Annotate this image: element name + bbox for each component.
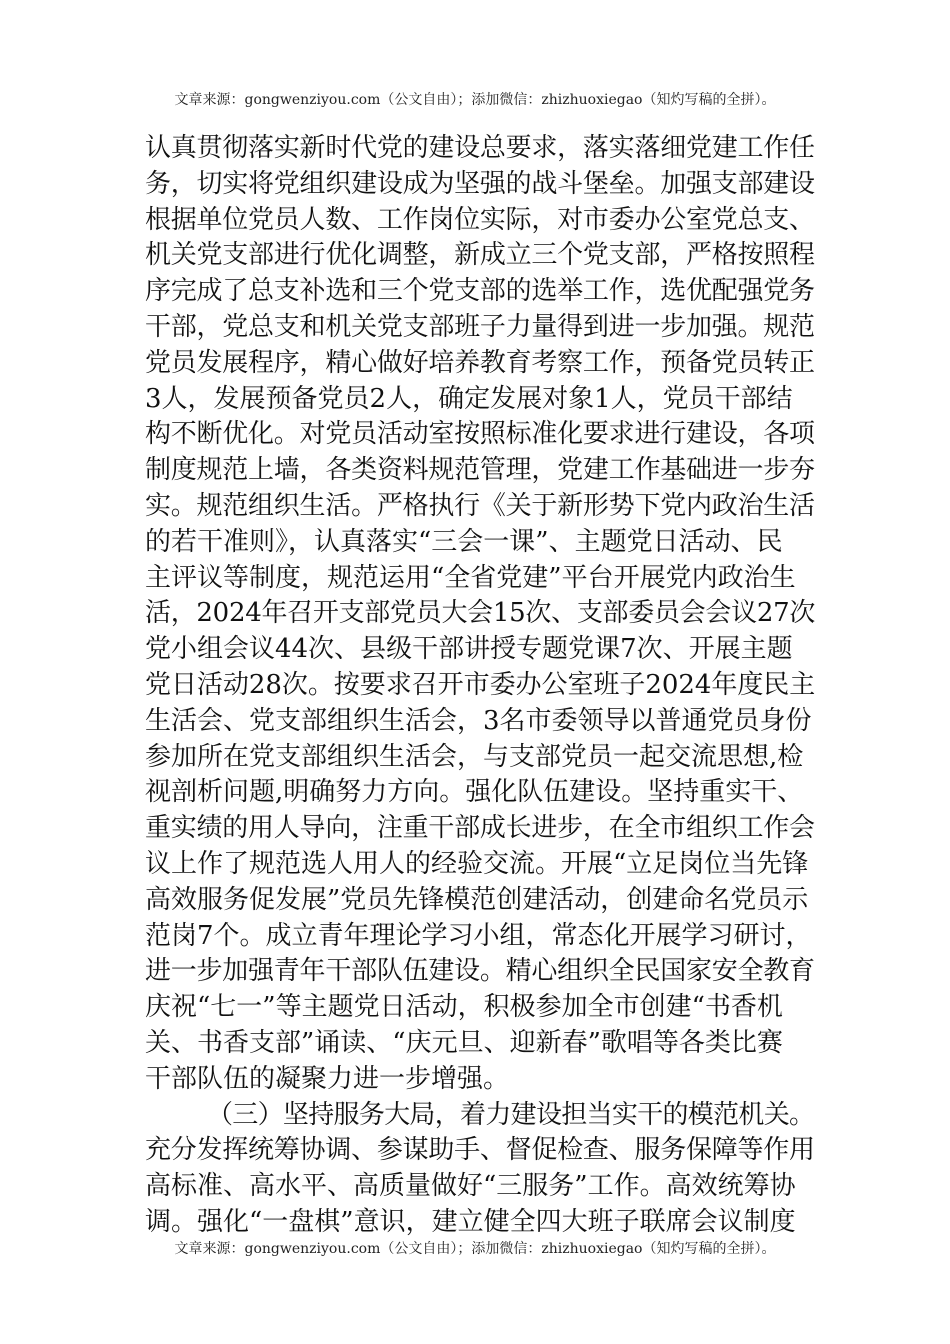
paragraph-line: 参加所在党支部组织生活会，与支部党员一起交流思想,检 — [145, 741, 804, 772]
paragraph-line: 干部，党总支和机关党支部班子力量得到进一步加强。规范 — [145, 311, 815, 342]
section-heading-line: （三）坚持服务大局，着力建设担当实干的模范机关。 — [207, 1099, 815, 1130]
paragraph-line: 根据单位党员人数、工作岗位实际，对市委办公室党总支、 — [145, 204, 815, 235]
paragraph-line: 视剖析问题,明确努力方向。强化队伍建设。坚持重实干、 — [145, 777, 804, 808]
paragraph-line: 3人，发展预备党员2人，确定发展对象1人，党员干部结 — [145, 383, 793, 414]
paragraph-line: 务，切实将党组织建设成为坚强的战斗堡垒。加强支部建设 — [145, 168, 815, 199]
paragraph-line: 机关党支部进行优化调整，新成立三个党支部，严格按照程 — [145, 240, 815, 271]
paragraph-line: 庆祝“七一”等主题党日活动，积极参加全市创建“书香机 — [145, 992, 783, 1023]
paragraph-line: 实。规范组织生活。严格执行《关于新形势下党内政治生活 — [145, 490, 815, 521]
paragraph-line: 序完成了总支补选和三个党支部的选举工作，选优配强党务 — [145, 276, 815, 307]
paragraph-line: 议上作了规范选人用人的经验交流。开展“立足岗位当先锋 — [145, 848, 809, 879]
paragraph-line: 关、书香支部”诵读、“庆元旦、迎新春”歌唱等各类比赛 — [145, 1027, 783, 1058]
paragraph-line: 干部队伍的凝聚力进一步增强。 — [145, 1063, 510, 1094]
paragraph-line: 党日活动28次。按要求召开市委办公室班子2024年度民主 — [145, 669, 815, 700]
paragraph-line: 高标准、高水平、高质量做好“三服务”工作。高效统筹协 — [145, 1171, 796, 1202]
paragraph-line: 生活会、党支部组织生活会，3名市委领导以普通党员身份 — [145, 705, 812, 736]
paragraph-line: 进一步加强青年干部队伍建设。精心组织全民国家安全教育 — [145, 956, 815, 987]
page-header-source: 文章来源：gongwenziyou.com（公文自由）；添加微信：zhizhuoxiegao（知灼写稿的全拼）。 — [174, 92, 776, 108]
document-body — [145, 131, 815, 1241]
paragraph-line: 重实绩的用人导向，注重干部成长进步，在全市组织工作会 — [145, 813, 815, 844]
paragraph-line: 认真贯彻落实新时代党的建设总要求，落实落细党建工作任 — [145, 133, 815, 163]
paragraph-line: 充分发挥统筹协调、参谋助手、督促检查、服务保障等作用 — [145, 1135, 815, 1166]
paragraph-line: 的若干准则》，认真落实“三会一课”、主题党日活动、民 — [145, 526, 783, 557]
paragraph-line: 范岗7个。成立青年理论学习小组，常态化开展学习研讨， — [145, 920, 812, 951]
page-footer-source: 文章来源：gongwenziyou.com（公文自由）；添加微信：zhizhuoxiegao（知灼写稿的全拼）。 — [174, 1241, 776, 1257]
paragraph-line: 党员发展程序，精心做好培养教育考察工作，预备党员转正 — [145, 347, 815, 378]
paragraph-line: 制度规范上墙，各类资料规范管理，党建工作基础进一步夯 — [145, 455, 815, 486]
paragraph-line: 调。强化“一盘棋”意识，建立健全四大班子联席会议制度 — [145, 1206, 796, 1237]
paragraph-line: 主评议等制度，规范运用“全省党建”平台开展党内政治生 — [145, 562, 796, 593]
paragraph-line: 高效服务促发展”党员先锋模范创建活动，创建命名党员示 — [145, 884, 809, 915]
paragraph-line: 活，2024年召开支部党员大会15次、支部委员会会议27次 — [145, 598, 815, 629]
paragraph-line: 党小组会议44次、县级干部讲授专题党课7次、开展主题 — [145, 634, 793, 665]
paragraph-line: 构不断优化。对党员活动室按照标准化要求进行建设，各项 — [145, 419, 815, 450]
